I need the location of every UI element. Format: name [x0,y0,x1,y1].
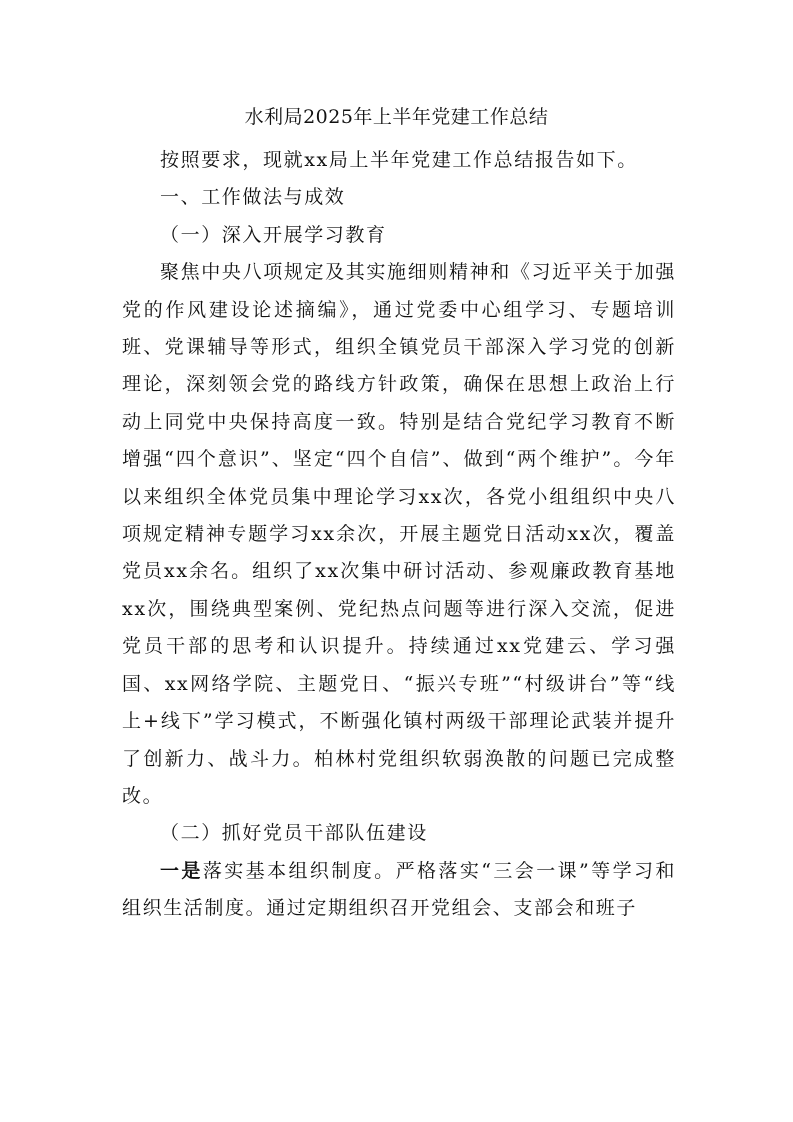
document-body [122,142,676,928]
document-title: 水利局2025年上半年党建工作总结 [244,106,549,128]
intro-paragraph: 按照要求，现就xx局上半年党建工作总结报告如下。 [160,149,638,171]
body-text: 落实基本组织制度。严格落实“三会一课”等学习和组织生活制度。通过定期组织召开党组会、支部会和班子 [122,859,677,920]
body-paragraph: 聚焦中央八项规定及其实施细则精神和《习近平关于加强党的作风建设论述摘编》，通过党委中心组学习、专题培训班、党课辅导等形式，组织全镇党员干部深入学习党的创新理论，深刻领会党的路线方针政策，确保在思想上政治上行动上同党中央保持高度一致。特别是结合党纪学习教育不断增强“四个意识”、坚定“四个自信”、做到“两个维护”。今年以来组织全体党员集中理论学习xx次，各党小组组织中央八项规定精神专题学习xx余次，开展主题党日活动xx次，覆盖党员xx余名。组织了xx次集中研讨活动、参观廉政教育基地xx次，围绕典型案例、党纪热点问题等进行深入交流，促进党员干部的思考和认识提升。持续通过xx党建云、学习强国、xx网络学院、主题党日、“振兴专班”“村级讲台”等“线上+线下”学习模式，不断强化镇村两级干部理论武装并提升了创新力、战斗力。柏林村党组织软弱涣散的问题已完成整改。 [122,261,676,807]
subsection-heading: （二）抓好党员干部队伍建设 [160,822,428,845]
section-heading: 一、工作做法与成效 [160,186,346,209]
body-paragraph [122,853,676,928]
subsection-heading: （一）深入开展学习教育 [160,223,387,246]
lead-phrase: 一是 [160,859,203,882]
